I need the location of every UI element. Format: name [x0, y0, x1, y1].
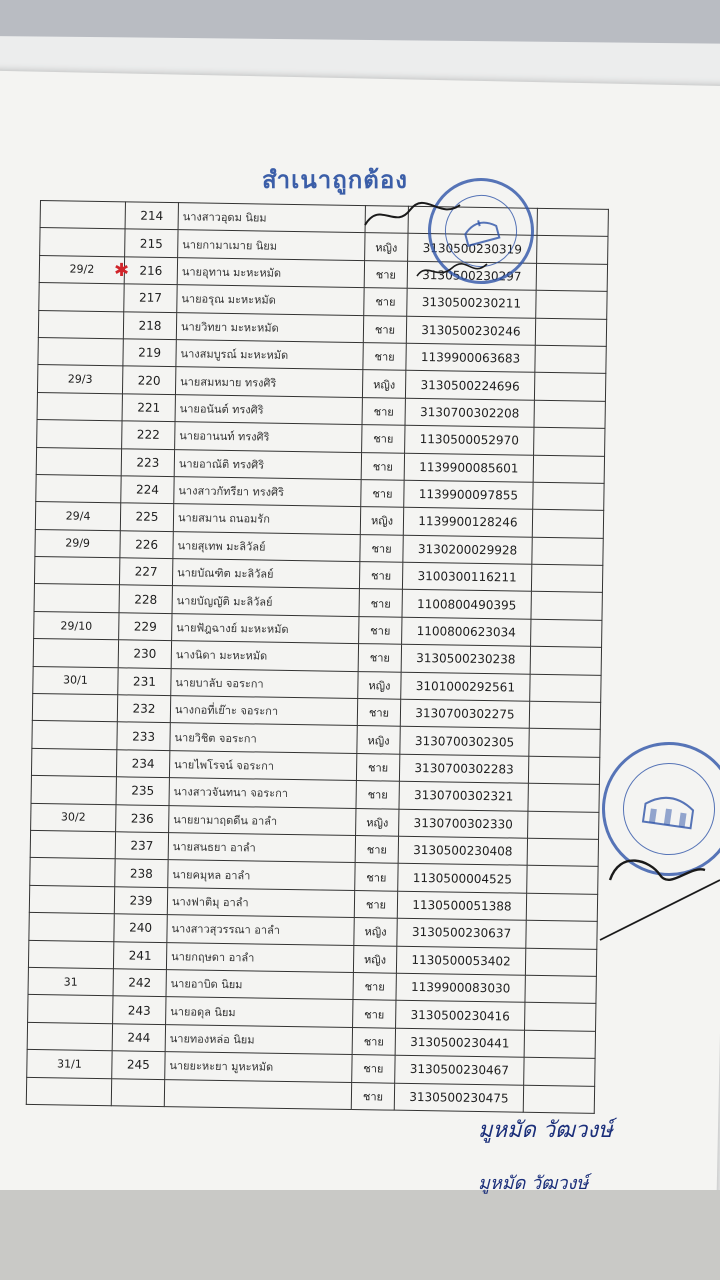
row-sex: ชาย — [352, 1055, 395, 1083]
row-blank-cell — [528, 783, 599, 812]
row-name: นายอานนท์ ทรงศิริ — [175, 422, 362, 452]
row-date: 30/2 — [31, 803, 116, 832]
row-number: 232 — [117, 695, 170, 723]
row-date — [34, 557, 119, 586]
row-number: 239 — [114, 887, 167, 915]
row-number: 236 — [116, 804, 169, 832]
row-sex: ชาย — [359, 562, 402, 590]
row-blank-cell — [532, 510, 603, 539]
row-number: 217 — [124, 284, 177, 312]
row-date — [38, 310, 123, 339]
row-id-number: 3130500224696 — [405, 371, 534, 400]
row-date — [33, 639, 118, 668]
row-id-number: 3130500230467 — [395, 1055, 524, 1084]
row-name: นายบัณฑิต มะลิวัลย์ — [172, 559, 359, 589]
row-blank-cell — [528, 811, 599, 840]
row-date — [37, 420, 122, 449]
row-sex: ชาย — [362, 397, 405, 425]
row-date: 29/3 — [37, 365, 122, 394]
row-id-number: 3130700302330 — [399, 809, 528, 838]
row-number: 220 — [122, 366, 175, 394]
row-name: นายสุเทพ มะลิวัลย์ — [173, 531, 360, 561]
row-name: นายบาลับ จอระกา — [171, 668, 358, 698]
row-name: นางกอที่เย๊าะ จอระกา — [170, 696, 357, 726]
signature-scribble-right — [590, 840, 720, 950]
row-name: นายคมุหล อาลำ — [168, 860, 355, 890]
row-id-number: 3130700302283 — [399, 754, 528, 783]
row-blank-cell — [524, 1057, 595, 1086]
row-number: 241 — [113, 941, 166, 969]
row-name: นายวิชิต จอระกา — [170, 723, 357, 753]
row-id-number: 3130500230211 — [407, 288, 536, 317]
row-date — [40, 201, 125, 230]
row-sex: ชาย — [362, 425, 405, 453]
row-sex: ชาย — [360, 534, 403, 562]
row-number: 231 — [118, 667, 171, 695]
row-name: นางสาวจันทนา จอระกา — [169, 778, 356, 808]
row-number: 229 — [119, 613, 172, 641]
handwritten-signature-1: มูหมัด วัฒวงษ์ — [478, 1118, 613, 1143]
row-blank-cell — [528, 756, 599, 785]
row-name: นางสาวสุวรรณา อาลำ — [167, 915, 354, 945]
row-number: 235 — [116, 777, 169, 805]
row-date — [28, 995, 113, 1024]
row-blank-cell — [531, 564, 602, 593]
row-blank-cell — [525, 948, 596, 977]
row-blank-cell — [530, 674, 601, 703]
row-sex: ชาย — [356, 753, 399, 781]
row-date: 30/1 — [33, 666, 118, 695]
row-number: 223 — [121, 448, 174, 476]
row-blank-cell — [532, 537, 603, 566]
row-number: 240 — [114, 914, 167, 942]
row-name: นายอุทาน มะหะหมัด — [177, 257, 364, 287]
row-blank-cell — [537, 236, 608, 265]
row-sex: ชาย — [364, 260, 407, 288]
row-date — [31, 748, 116, 777]
row-sex: ชาย — [364, 288, 407, 316]
row-number: 237 — [115, 832, 168, 860]
row-blank-cell — [534, 400, 605, 429]
row-name: นายไพโรจน์ จอระกา — [169, 750, 356, 780]
row-number: 221 — [122, 394, 175, 422]
row-id-number: 3130500230416 — [396, 1001, 525, 1030]
row-id-number: 1100800490395 — [402, 590, 531, 619]
row-date — [38, 337, 123, 366]
row-date — [26, 1077, 111, 1106]
row-id-number: 1130500052970 — [405, 425, 534, 454]
row-date — [30, 858, 115, 887]
row-blank-cell — [529, 701, 600, 730]
signature-scribble-mid — [412, 256, 492, 286]
row-number: 233 — [117, 722, 170, 750]
row-sex: หญิง — [354, 918, 397, 946]
row-name: นายกามาเมาย นิยม — [178, 230, 365, 260]
row-id-number: 3130700302305 — [400, 727, 529, 756]
row-blank-cell — [533, 482, 604, 511]
row-sex: หญิง — [360, 507, 403, 535]
row-sex: ชาย — [354, 890, 397, 918]
row-blank-cell — [535, 345, 606, 374]
row-id-number: 3130700302208 — [405, 398, 534, 427]
mosque-emblem-icon — [637, 785, 702, 833]
row-sex: ชาย — [351, 1082, 394, 1110]
row-sex: ชาย — [353, 1000, 396, 1028]
row-sex: หญิง — [358, 671, 401, 699]
row-blank-cell — [529, 729, 600, 758]
row-name: นางสาวอุดม นิยม — [178, 203, 365, 233]
row-name: นายวิทยา มะหะหมัด — [176, 312, 363, 342]
row-name: นายอาณัติ ทรงศิริ — [174, 449, 361, 479]
signature-scribble-top — [360, 195, 470, 235]
row-blank-cell — [527, 838, 598, 867]
row-date — [32, 721, 117, 750]
certified-copy-heading: สำเนาถูกต้อง — [262, 166, 408, 194]
row-date — [39, 283, 124, 312]
row-number: 218 — [123, 311, 176, 339]
row-name: นางสมบูรณ์ มะหะหมัด — [176, 340, 363, 370]
row-number: 226 — [120, 530, 173, 558]
row-date: 29/9 — [35, 529, 120, 558]
row-blank-cell — [534, 427, 605, 456]
row-name: นายบัญญัติ มะลิวัลย์ — [172, 586, 359, 616]
row-sex: ชาย — [363, 343, 406, 371]
row-id-number: 3130500230637 — [397, 918, 526, 947]
row-blank-cell — [525, 1003, 596, 1032]
row-date — [37, 392, 122, 421]
row-sex: ชาย — [361, 479, 404, 507]
row-date: 29/10 — [34, 611, 119, 640]
red-asterisk-mark: ✱ — [114, 260, 130, 281]
row-blank-cell — [534, 373, 605, 402]
row-sex: หญิง — [353, 945, 396, 973]
row-sex: ชาย — [352, 1027, 395, 1055]
row-number — [111, 1078, 164, 1106]
row-name: นายฟัฎฉางย์ มะหะหมัด — [172, 613, 359, 643]
row-id-number: 1130500053402 — [396, 946, 525, 975]
row-id-number: 3130500230319 — [408, 234, 537, 263]
row-date — [34, 584, 119, 613]
row-name — [164, 1079, 351, 1109]
row-id-number: 1139900063683 — [406, 343, 535, 372]
row-blank-cell — [536, 263, 607, 292]
row-name: นายอรุณ มะหะหมัด — [177, 285, 364, 315]
row-number: 230 — [118, 640, 171, 668]
row-name: นายอดุล นิยม — [166, 997, 353, 1027]
row-number: 214 — [125, 202, 178, 230]
row-date: 31/1 — [27, 1050, 112, 1079]
row-sex: หญิง — [362, 370, 405, 398]
row-blank-cell — [527, 866, 598, 895]
row-id-number: 1139900128246 — [403, 508, 532, 537]
row-number: 216 — [124, 257, 177, 285]
row-number: 245 — [112, 1051, 165, 1079]
row-blank-cell — [531, 619, 602, 648]
row-date — [31, 776, 116, 805]
row-blank-cell — [526, 920, 597, 949]
row-sex: หญิง — [357, 726, 400, 754]
row-sex: ชาย — [356, 781, 399, 809]
row-name: นายยะหะยา มูหะหมัด — [165, 1052, 352, 1082]
row-date — [36, 447, 121, 476]
row-id-number: 3100300116211 — [402, 562, 531, 591]
row-id-number: 1139900097855 — [404, 480, 533, 509]
table-surface — [0, 1190, 720, 1280]
row-id-number: 1130500051388 — [397, 891, 526, 920]
row-blank-cell — [535, 318, 606, 347]
row-sex: ชาย — [363, 315, 406, 343]
row-id-number: 3130500230475 — [394, 1083, 523, 1112]
row-name: นางสาวกัทรียา ทรงศิริ — [174, 477, 361, 507]
row-date — [40, 228, 125, 257]
row-name: นางนิดา มะหะหมัด — [171, 641, 358, 671]
row-number: 227 — [119, 558, 172, 586]
row-blank-cell — [536, 290, 607, 319]
row-blank-cell — [533, 455, 604, 484]
row-id-number: 3130500230297 — [407, 261, 536, 290]
row-sex: ชาย — [353, 972, 396, 1000]
row-id-number: 3130500230238 — [401, 644, 530, 673]
row-number: 228 — [119, 585, 172, 613]
row-number: 222 — [122, 421, 175, 449]
row-sex: ชาย — [357, 699, 400, 727]
row-id-number: 1139900083030 — [396, 973, 525, 1002]
row-name: นายอาบิด นิยม — [166, 970, 353, 1000]
row-sex: หญิง — [356, 808, 399, 836]
row-date — [29, 885, 114, 914]
row-id-number: 1130500004525 — [398, 864, 527, 893]
row-name: นายสมหมาย ทรงศิริ — [175, 367, 362, 397]
row-sex: ชาย — [358, 644, 401, 672]
roster-sheet — [26, 200, 609, 1114]
row-sex: ชาย — [359, 589, 402, 617]
row-id-number: 1100800623034 — [402, 617, 531, 646]
row-number: 225 — [120, 503, 173, 531]
row-blank-cell — [530, 647, 601, 676]
row-number: 219 — [123, 339, 176, 367]
row-id-number: 3130500230441 — [395, 1028, 524, 1057]
row-blank-cell — [531, 592, 602, 621]
row-id-number: 3130500230408 — [398, 836, 527, 865]
row-date: 29/4 — [35, 502, 120, 531]
row-number: 242 — [113, 969, 166, 997]
row-name: นายกฤษดา อาลำ — [166, 942, 353, 972]
row-date — [28, 940, 113, 969]
row-blank-cell — [523, 1085, 594, 1114]
row-id-number: 3130700302321 — [399, 781, 528, 810]
row-sex: ชาย — [355, 863, 398, 891]
row-name: นางฟาติมุ อาลำ — [167, 887, 354, 917]
row-id-number: 1139900085601 — [404, 453, 533, 482]
row-blank-cell — [537, 208, 608, 237]
row-name: นายทองหล่อ นิยม — [165, 1024, 352, 1054]
row-date — [36, 474, 121, 503]
row-sex: ชาย — [355, 836, 398, 864]
row-id-number: 3130700302275 — [400, 699, 529, 728]
row-number: 215 — [125, 229, 178, 257]
row-number: 243 — [113, 996, 166, 1024]
row-blank-cell — [525, 975, 596, 1004]
row-number: 234 — [116, 750, 169, 778]
row-blank-cell — [526, 893, 597, 922]
row-number: 238 — [115, 859, 168, 887]
handwritten-signature-2: มูหมัด วัฒวงษ์ — [478, 1173, 589, 1194]
roster-table — [26, 200, 609, 1114]
row-date: 29/2 — [39, 255, 124, 284]
row-name: นายยามาฤดดีน อาลำ — [169, 805, 356, 835]
row-date: 31 — [28, 967, 113, 996]
row-number: 244 — [112, 1023, 165, 1051]
row-name: นายสนธยา อาลำ — [168, 833, 355, 863]
row-id-number: 3101000292561 — [401, 672, 530, 701]
row-name: นายสมาน ถนอมรัก — [173, 504, 360, 534]
row-number: 224 — [121, 476, 174, 504]
row-sex: ชาย — [359, 616, 402, 644]
row-sex: หญิง — [365, 233, 408, 261]
row-date — [27, 1022, 112, 1051]
row-blank-cell — [524, 1030, 595, 1059]
row-date — [30, 830, 115, 859]
row-id-number: 3130200029928 — [403, 535, 532, 564]
row-id-number: 3130500230246 — [406, 316, 535, 345]
row-date — [32, 693, 117, 722]
row-date — [29, 913, 114, 942]
row-name: นายอนันต์ ทรงศิริ — [175, 394, 362, 424]
row-sex: ชาย — [361, 452, 404, 480]
